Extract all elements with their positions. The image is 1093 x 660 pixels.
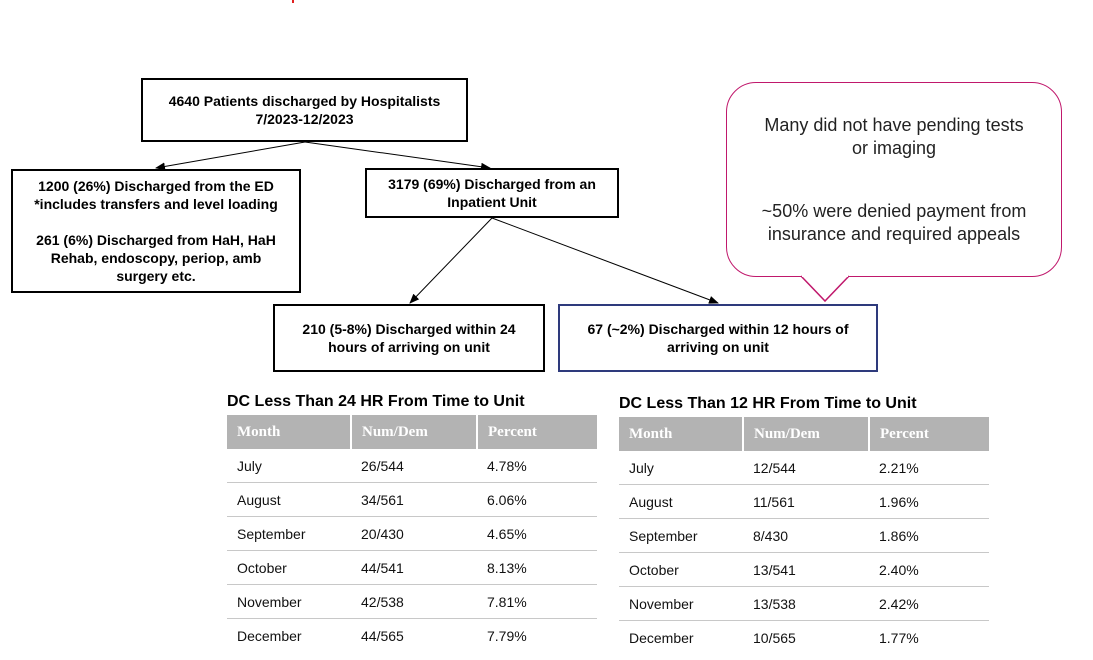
cell-num-dem: 13/538	[743, 587, 869, 621]
hah-line2: Rehab, endoscopy, periop, amb	[50, 250, 262, 266]
cell-percent: 8.13%	[477, 551, 597, 585]
cell-month: December	[629, 629, 694, 646]
table-row	[619, 553, 989, 587]
cell-num-dem: 26/544	[351, 449, 477, 483]
cell-percent: 7.81%	[477, 585, 597, 619]
cell-month: October	[619, 553, 743, 587]
table-row	[619, 519, 989, 553]
cell-month: November	[619, 587, 743, 621]
total-discharged-box	[141, 78, 468, 142]
cell-month: July	[227, 449, 351, 483]
within-24h-line2: hours of arriving on unit	[328, 339, 490, 355]
hah-line1: 261 (6%) Discharged from HaH, HaH	[36, 232, 276, 248]
ed-discharged-box	[11, 169, 301, 293]
ed-line2: *includes transfers and level loading	[34, 196, 278, 212]
cell-month: August	[227, 483, 351, 517]
table-row	[619, 621, 989, 655]
cell-num-dem: 42/538	[351, 585, 477, 619]
callout-line4: insurance and required appeals	[767, 223, 1021, 244]
cell-percent: 2.42%	[869, 587, 989, 621]
cell-month: August	[619, 485, 743, 519]
cell-num-dem: 8/430	[743, 519, 869, 553]
table-24h	[227, 415, 597, 652]
cell-num-dem: 34/561	[351, 483, 477, 517]
callout-bubble	[726, 82, 1062, 277]
cell-num-dem: 11/561	[743, 485, 869, 519]
cell-num-dem: 44/541	[351, 551, 477, 585]
within-12h-line1: 67 (~2%) Discharged within 12 hours of	[587, 321, 849, 337]
arrow-top-to-ed	[156, 142, 305, 168]
callout-line2: or imaging	[851, 137, 937, 158]
table-24h-title: DC Less Than 24 HR From Time to Unit	[227, 393, 525, 410]
within-12h-line2: arriving on unit	[667, 339, 769, 355]
ed-line1: 1200 (26%) Discharged from the ED	[38, 178, 274, 194]
cell-percent: 1.96%	[869, 485, 989, 519]
arrow-inpatient-to-12	[492, 218, 718, 303]
cell-month: October	[227, 551, 351, 585]
total-discharged-line2: 7/2023-12/2023	[255, 111, 354, 127]
table-row	[619, 451, 989, 485]
table-row	[227, 517, 597, 551]
cell-month: December	[237, 627, 302, 644]
table-row	[227, 585, 597, 619]
cell-num-dem: 12/544	[743, 451, 869, 485]
cell-num-dem: 44/565	[361, 627, 404, 644]
table-row	[227, 483, 597, 517]
cell-month: November	[227, 585, 351, 619]
total-discharged-line1: 4640 Patients discharged by Hospitalists	[168, 93, 441, 109]
arrow-top-to-inpatient	[305, 142, 490, 168]
col-num-dem: Num/Dem	[351, 415, 477, 449]
cell-percent: 2.21%	[869, 451, 989, 485]
table-12h	[619, 417, 989, 654]
cell-percent: 1.77%	[879, 629, 919, 646]
table-row	[227, 551, 597, 585]
table-row	[227, 449, 597, 483]
callout-pointer	[800, 274, 850, 304]
col-percent: Percent	[869, 417, 989, 451]
cell-percent: 4.65%	[477, 517, 597, 551]
hah-line3: surgery etc.	[116, 268, 196, 284]
table-12h-title: DC Less Than 12 HR From Time to Unit	[619, 395, 917, 412]
callout-line3: ~50% were denied payment from	[761, 200, 1027, 221]
cell-num-dem: 13/541	[743, 553, 869, 587]
cell-percent: 7.79%	[487, 627, 527, 644]
col-month: Month	[619, 417, 743, 451]
inpatient-line1: 3179 (69%) Discharged from an	[388, 176, 596, 192]
cell-month: September	[619, 519, 743, 553]
within-24h-line1: 210 (5-8%) Discharged within 24	[302, 321, 516, 337]
cell-percent: 2.40%	[869, 553, 989, 587]
cell-num-dem: 10/565	[753, 629, 796, 646]
cell-month: September	[227, 517, 351, 551]
within-12h-box	[558, 304, 878, 372]
table-row	[619, 587, 989, 621]
inpatient-discharged-box	[365, 168, 619, 218]
within-24h-box	[273, 304, 545, 372]
inpatient-line2: Inpatient Unit	[447, 194, 537, 210]
cell-percent: 6.06%	[477, 483, 597, 517]
table-row	[227, 619, 597, 653]
table-row	[619, 485, 989, 519]
col-month: Month	[227, 415, 351, 449]
cell-percent: 4.78%	[477, 449, 597, 483]
col-percent: Percent	[477, 415, 597, 449]
col-num-dem: Num/Dem	[743, 417, 869, 451]
cell-percent: 1.86%	[869, 519, 989, 553]
arrow-inpatient-to-24	[410, 218, 492, 303]
cell-month: July	[619, 451, 743, 485]
cell-num-dem: 20/430	[351, 517, 477, 551]
callout-line1: Many did not have pending tests	[764, 114, 1024, 135]
